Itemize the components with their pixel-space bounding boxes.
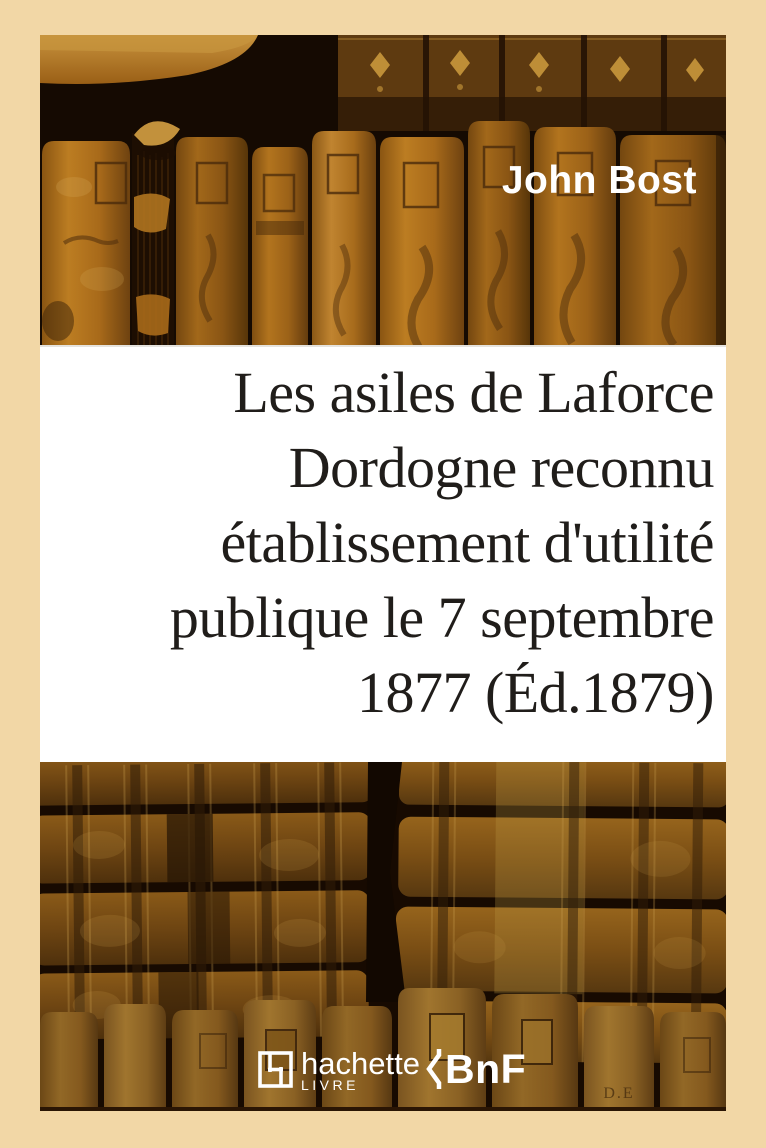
book-title [60, 355, 714, 730]
title-line: publique le 7 septembre [169, 585, 714, 650]
title-line: établissement d'utilité [220, 510, 714, 575]
bottom-books-photo [40, 762, 726, 1111]
top-books-photo [40, 35, 726, 345]
author-name: John Bost [501, 159, 697, 202]
title-line: Les asiles de Laforce [233, 360, 714, 425]
bnf-logo [426, 1048, 526, 1090]
title-band [40, 345, 726, 762]
hachette-logo-icon [258, 1050, 293, 1088]
spine-marking-text: D.E [603, 1085, 635, 1102]
title-line: Dordogne reconnu [288, 435, 714, 500]
publisher-logos [40, 762, 726, 1111]
hachette-imprint-label: LIVRE [301, 1077, 359, 1093]
bnf-angular-brace-icon [426, 1048, 442, 1090]
hachette-wordmark: hachette [301, 1046, 420, 1081]
hachette-livre-logo [258, 1046, 420, 1093]
bnf-wordmark: BnF [445, 1046, 527, 1092]
title-line: 1877 (Éd.1879) [356, 660, 714, 725]
